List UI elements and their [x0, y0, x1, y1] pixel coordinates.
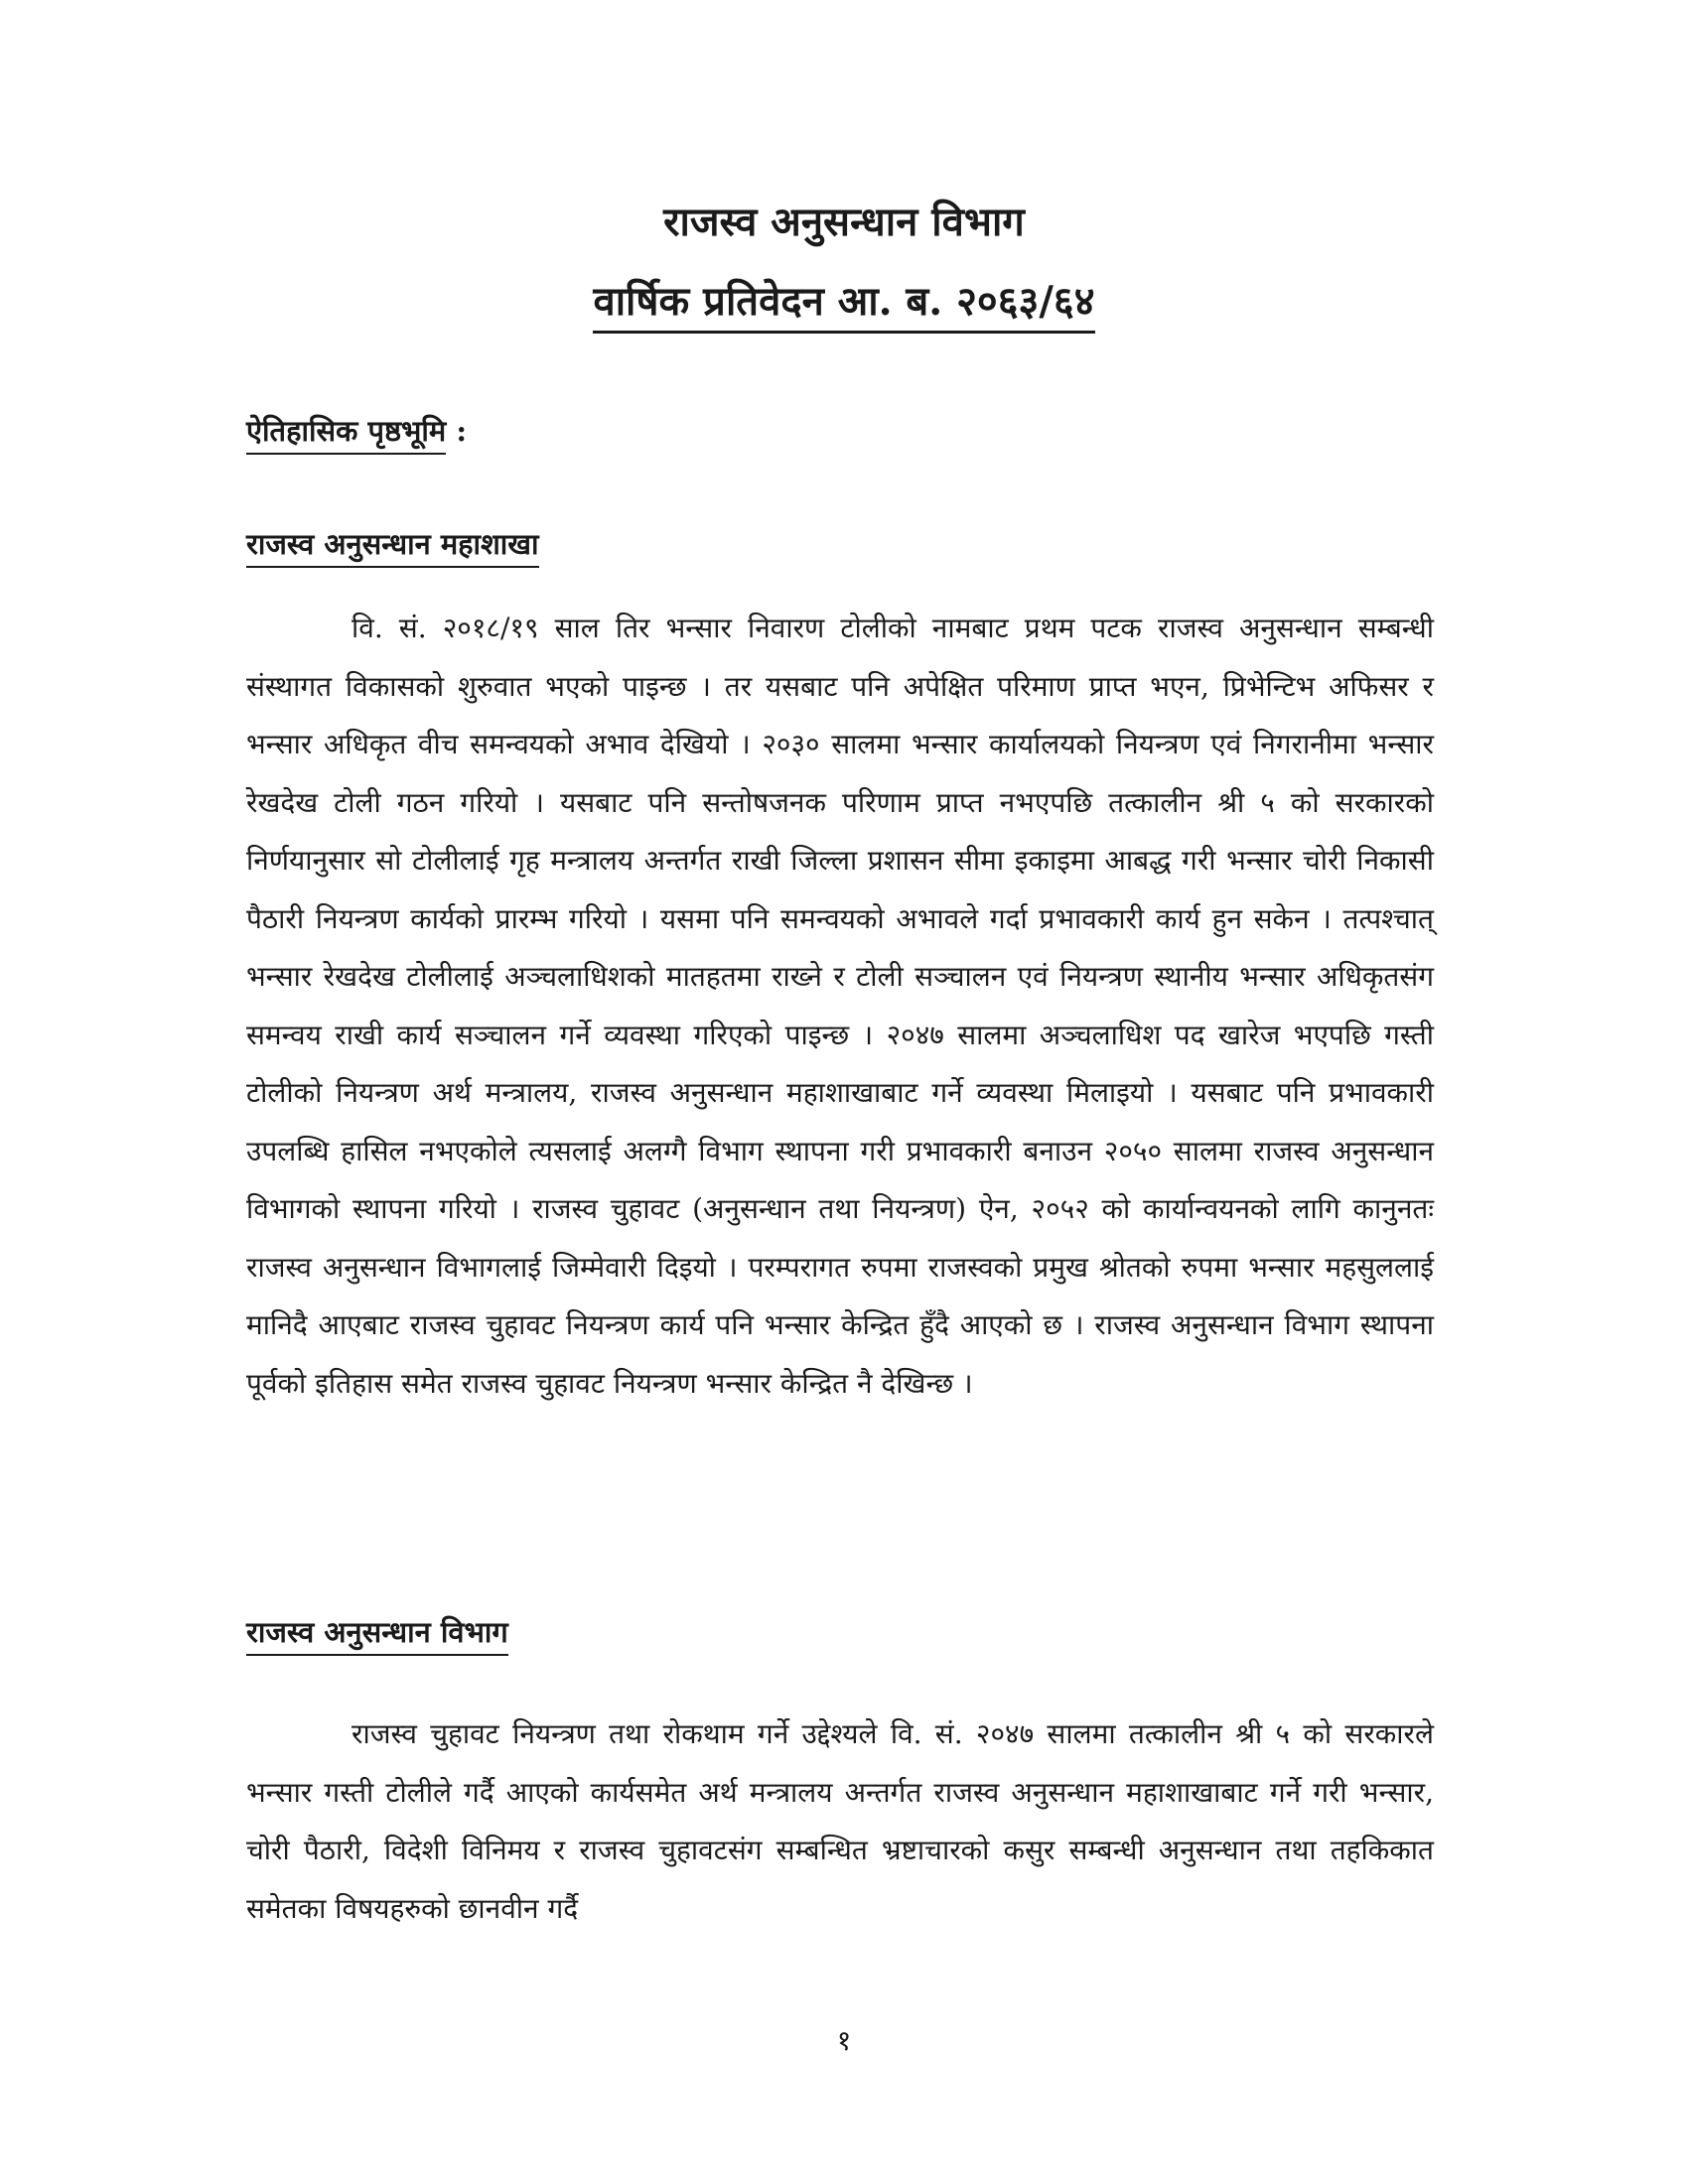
section-heading-branch — [246, 527, 539, 561]
section-heading-history-colon: : — [446, 414, 468, 448]
document-subtitle — [0, 278, 1688, 325]
document-subtitle-text: वार्षिक प्रतिवेदन आ. ब. २०६३/६४ — [593, 278, 1094, 334]
section-paragraph-department: राजस्व चुहावट नियन्त्रण तथा रोकथाम गर्ने उद्देश्यले वि. सं. २०४७ सालमा तत्कालीन श्री ५ को सरकारले भन्सार गस्ती टोलीले गर्दै आएको कार्यसमेत अर्थ मन्त्रालय अन्तर्गत राजस्व अनुसन्धान महाशाखाबाट गर्ने गरी भन्सार, चोरी पैठारी, विदेशी विनिमय र राजस्व चुहावटसंग सम्बन्धित भ्रष्टाचारको कसुर सम्बन्धी अनुसन्धान तथा तहकिकात समेतका विषयहरुको छानवीन गर्दै — [246, 1717, 1434, 1925]
section-heading-department-text: राजस्व अनुसन्धान विभाग — [246, 1615, 508, 1656]
section-heading-department — [246, 1615, 508, 1649]
section-heading-branch-text: राजस्व अनुसन्धान महाशाखा — [246, 527, 539, 568]
section-paragraph-branch: वि. सं. २०१८/१९ साल तिर भन्सार निवारण टोलीको नामबाट प्रथम पटक राजस्व अनुसन्धान सम्बन्धी संस्थागत विकासको शुरुवात भएको पाइन्छ । तर यसबाट पनि अपेक्षित परिमाण प्राप्त भएन, प्रिभेन्टिभ अफिसर र भन्सार अधिकृत वीच समन्वयको अभाव देखियो । २०३० सालमा भन्सार कार्यालयको नियन्त्रण एवं निगरानीमा भन्सार रेखदेख टोली गठन गरियो । यसबाट पनि सन्तोषजनक परिणाम प्राप्त नभएपछि तत्कालीन श्री ५ को सरकारको निर्णयानुसार सो टोलीलाई गृह मन्त्रालय अन्तर्गत राखी जिल्ला प्रशासन सीमा इकाइमा आबद्ध गरी भन्सार चोरी निकासी पैठारी नियन्त्रण कार्यको प्रारम्भ गरियो । यसमा पनि समन्वयको अभावले गर्दा प्रभावकारी कार्य हुन सकेन । तत्पश्चात् भन्सार रेखदेख टोलीलाई अञ्चलाधिशको मातहतमा राख्ने र टोली सञ्चालन एवं नियन्त्रण स्थानीय भन्सार अधिकृतसंग समन्वय राखी कार्य सञ्चालन गर्ने व्यवस्था गरिएको पाइन्छ । २०४७ सालमा अञ्चलाधिश पद खारेज भएपछि गस्ती टोलीको नियन्त्रण अर्थ मन्त्रालय, राजस्व अनुसन्धान महाशाखाबाट गर्ने व्यवस्था मिलाइयो । यसबाट पनि प्रभावकारी उपलब्धि हासिल नभएकोले त्यसलाई अलग्गै विभाग स्थापना गरी प्रभावकारी बनाउन २०५० सालमा राजस्व अनुसन्धान विभागको स्थापना गरियो । राजस्व चुहावट (अनुसन्धान तथा नियन्त्रण) ऐन, २०५२ को कार्यान्वयनको लागि कानुनतः राजस्व अनुसन्धान विभागलाई जिम्मेवारी दिइयो । परम्परागत रुपमा राजस्वको प्रमुख श्रोतको रुपमा भन्सार महसुललाई मानिदै आएबाट राजस्व चुहावट नियन्त्रण कार्य पनि भन्सार केन्द्रित हुँदै आएको छ । राजस्व अनुसन्धान विभाग स्थापना पूर्वको इतिहास समेत राजस्व चुहावट नियन्त्रण भन्सार केन्द्रित नै देखिन्छ । — [246, 612, 1434, 1400]
document-title-text: राजस्व अनुसन्धान विभाग — [663, 199, 1025, 245]
document-title — [0, 199, 1688, 245]
section-heading-history — [246, 414, 468, 448]
page-number: १ — [836, 2024, 852, 2057]
section-heading-history-text: ऐतिहासिक पृष्ठभूमि — [246, 414, 446, 455]
